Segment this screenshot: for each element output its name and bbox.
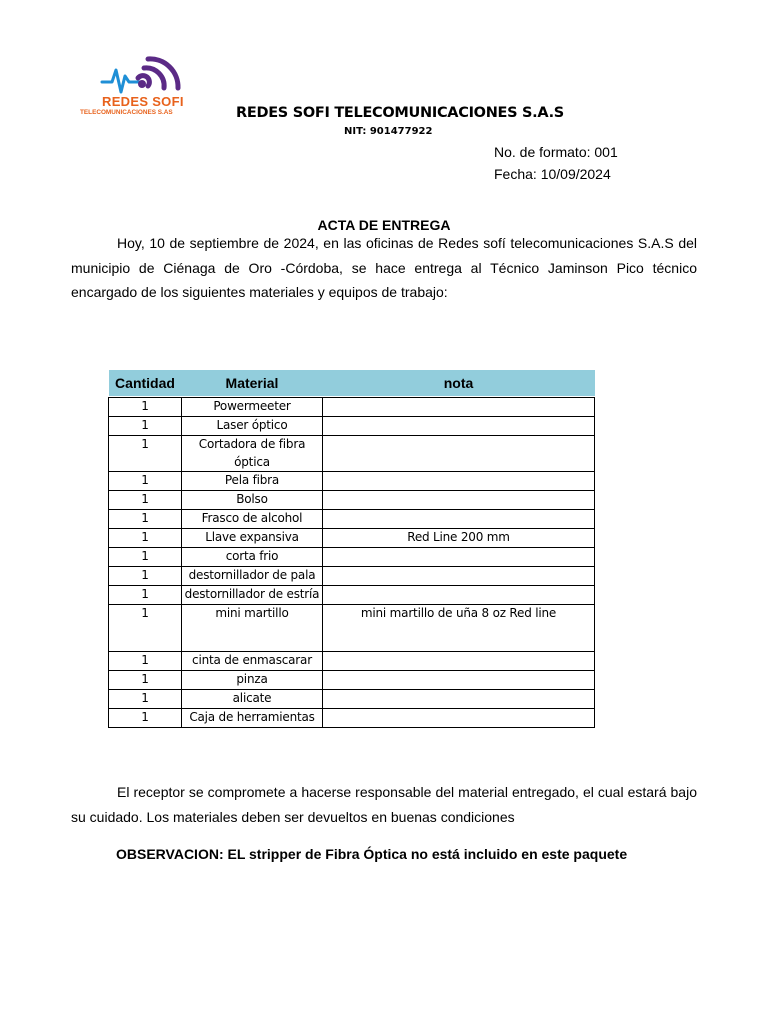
document-title: ACTA DE ENTREGA xyxy=(317,217,451,233)
company-name: REDES SOFI TELECOMUNICACIONES S.A.S xyxy=(236,105,564,121)
cell-note: Red Line 200 mm xyxy=(323,529,595,548)
cell-quantity: 1 xyxy=(109,586,182,605)
company-logo xyxy=(78,54,218,122)
cell-quantity: 1 xyxy=(109,529,182,548)
cell-note xyxy=(323,652,595,671)
table-row xyxy=(109,548,595,567)
closing-paragraph: El receptor se compromete a hacerse responsable del material entregado, el cual estará bajo su cuidado. Los materiales deben ser devueltos en buenas condiciones xyxy=(71,784,697,825)
observation-note: OBSERVACION: EL stripper de Fibra Óptica no está incluido en este paquete xyxy=(116,846,628,862)
cell-material: Pela fibra xyxy=(182,472,323,491)
document-date: Fecha: 10/09/2024 xyxy=(494,166,611,182)
cell-material: mini martillo xyxy=(182,605,323,652)
cell-note xyxy=(323,417,595,436)
cell-note xyxy=(323,671,595,690)
cell-quantity: 1 xyxy=(109,398,182,417)
cell-note xyxy=(323,491,595,510)
table-row xyxy=(109,472,595,491)
cell-quantity: 1 xyxy=(109,690,182,709)
cell-material: pinza xyxy=(182,671,323,690)
cell-note xyxy=(323,709,595,728)
cell-material: destornillador de pala xyxy=(182,567,323,586)
logo-subtitle: TELECOMUNICACIONES S.AS xyxy=(80,109,173,116)
cell-quantity: 1 xyxy=(109,417,182,436)
table-row xyxy=(109,567,595,586)
cell-quantity: 1 xyxy=(109,671,182,690)
table-row xyxy=(109,398,595,417)
company-nit: NIT: 901477922 xyxy=(344,126,433,137)
cell-quantity: 1 xyxy=(109,472,182,491)
cell-note xyxy=(323,586,595,605)
cell-material: destornillador de estría xyxy=(182,586,323,605)
cell-note xyxy=(323,510,595,529)
table-row xyxy=(109,709,595,728)
cell-note xyxy=(323,436,595,472)
cell-note xyxy=(323,472,595,491)
cell-material: Bolso xyxy=(182,491,323,510)
cell-quantity: 1 xyxy=(109,709,182,728)
table-row xyxy=(109,586,595,605)
column-header-cantidad: Cantidad xyxy=(109,370,182,396)
table-row xyxy=(109,671,595,690)
cell-note: mini martillo de uña 8 oz Red line xyxy=(323,605,595,652)
cell-material: Llave expansiva xyxy=(182,529,323,548)
table-row xyxy=(109,491,595,510)
column-header-material: Material xyxy=(182,370,323,396)
table-row xyxy=(109,690,595,709)
column-header-nota: nota xyxy=(323,370,595,396)
cell-note xyxy=(323,548,595,567)
cell-material: Powermeeter xyxy=(182,398,323,417)
materials-table-body xyxy=(109,398,595,728)
format-number: No. de formato: 001 xyxy=(494,144,618,160)
cell-material: Laser óptico xyxy=(182,417,323,436)
cell-material: corta frio xyxy=(182,548,323,567)
table-row xyxy=(109,529,595,548)
cell-material: Cortadora de fibra óptica xyxy=(182,436,323,472)
table-row xyxy=(109,510,595,529)
table-row xyxy=(109,652,595,671)
table-header-row xyxy=(109,370,595,396)
cell-note xyxy=(323,690,595,709)
logo-name: REDES SOFI xyxy=(102,94,184,109)
cell-material: cinta de enmascarar xyxy=(182,652,323,671)
cell-material: Frasco de alcohol xyxy=(182,510,323,529)
intro-paragraph: Hoy, 10 de septiembre de 2024, en las oficinas de Redes sofí telecomunicaciones S.A.S del municipio de Ciénaga de Oro -Córdoba, se hace entrega al Técnico Jaminson Pico técnico encargado de los siguientes materiales y equipos de trabajo: xyxy=(71,235,697,300)
cell-quantity: 1 xyxy=(109,510,182,529)
cell-note xyxy=(323,398,595,417)
cell-quantity: 1 xyxy=(109,436,182,472)
cell-quantity: 1 xyxy=(109,567,182,586)
cell-note xyxy=(323,567,595,586)
cell-material: Caja de herramientas xyxy=(182,709,323,728)
cell-quantity: 1 xyxy=(109,491,182,510)
materials-table xyxy=(108,370,595,728)
table-row xyxy=(109,436,595,472)
cell-quantity: 1 xyxy=(109,605,182,652)
table-row xyxy=(109,605,595,652)
table-row xyxy=(109,417,595,436)
cell-material: alicate xyxy=(182,690,323,709)
cell-quantity: 1 xyxy=(109,548,182,567)
cell-quantity: 1 xyxy=(109,652,182,671)
